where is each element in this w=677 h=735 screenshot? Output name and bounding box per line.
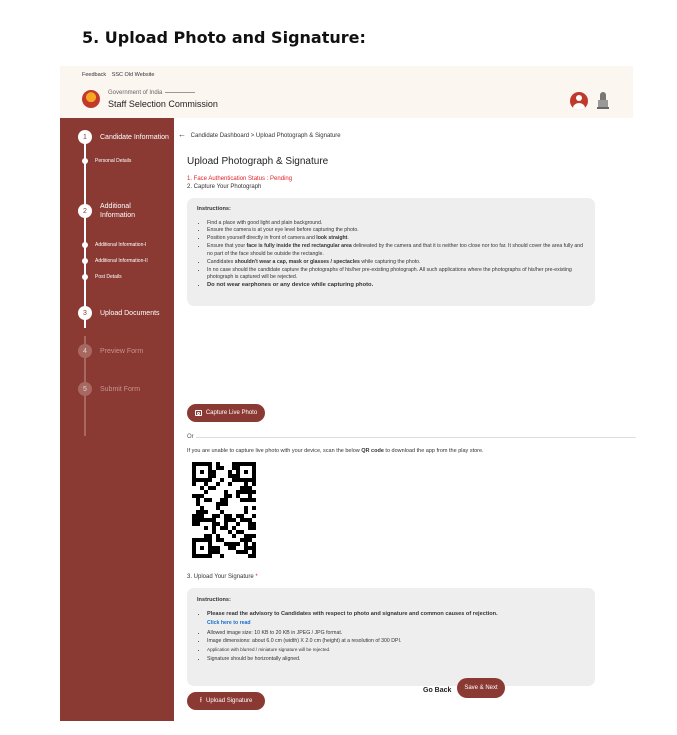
instruction-item: • Find a place with good light and plain background. (207, 220, 585, 228)
upload-icon: ⭱ (199, 696, 203, 704)
instruction-item: • Signature should be horizontally aligned. (207, 655, 585, 663)
go-back-button[interactable]: Go Back (423, 687, 452, 694)
sidebar-step-upload-documents[interactable] (78, 306, 160, 320)
instruction-item: • Application with blurred / miniature signature will be rejected. (207, 646, 585, 654)
instruction-item: • Allowed image size: 10 KB to 20 KB in JPEG / JPG format. (207, 629, 585, 637)
sidebar-sub-additional-information-1[interactable]: Additional Information-I (84, 242, 146, 248)
user-avatar-icon[interactable] (570, 92, 588, 110)
breadcrumb-separator: > (250, 133, 255, 139)
instruction-item: • Position yourself directly in front of camera and look straight. (207, 235, 585, 243)
capture-live-photo-button[interactable]: Capture Live Photo (187, 404, 265, 422)
step-number: 4 (78, 344, 92, 358)
page-title: Upload Photograph & Signature (187, 156, 329, 167)
step-number: 1 (78, 130, 92, 144)
or-separator: Or (187, 434, 194, 440)
save-next-button[interactable]: Save & Next (457, 678, 505, 698)
national-emblem-icon (597, 92, 609, 110)
step-label: Additional Information (100, 203, 136, 219)
instructions-heading: Instructions: (197, 597, 231, 603)
step-number: 3 (78, 306, 92, 320)
org-name: Staff Selection Commission (108, 99, 218, 109)
step-label: Upload Documents (100, 309, 160, 317)
instruction-item: • Candidates shouldn't wear a cap, mask or glasses / spectacles while capturing the photo. (207, 259, 585, 267)
step-number: 5 (78, 382, 92, 396)
breadcrumb-home[interactable]: Candidate Dashboard (190, 133, 250, 139)
instruction-item: • Do not wear earphones or any device while capturing photo. (207, 282, 585, 290)
instruction-item: • Image dimensions: about 6.0 cm (width) X 2.0 cm (height) at a resolution of 300 DPI. (207, 637, 585, 645)
signature-heading: 3. Upload Your Signature * (187, 574, 258, 580)
divider (196, 437, 636, 438)
progress-sidebar (60, 118, 174, 721)
breadcrumb (178, 130, 341, 139)
sidebar-step-candidate-information[interactable] (78, 130, 169, 144)
signature-instructions-panel (187, 588, 595, 686)
instruction-item: • Please read the advisory to Candidates with respect to photo and signature and common causes of rejection. (207, 610, 585, 618)
document-heading: 5. Upload Photo and Signature: (82, 28, 366, 47)
sidebar-step-preview-form[interactable] (78, 344, 143, 358)
breadcrumb-current: Upload Photograph & Signature (255, 133, 341, 139)
qr-code (192, 462, 256, 558)
app-window (60, 66, 633, 721)
sidebar-sub-personal-details[interactable]: Personal Details (84, 158, 131, 164)
capture-heading: 2. Capture Your Photograph (187, 184, 262, 190)
advisory-link[interactable]: Click here to read (207, 620, 251, 627)
ssc-logo-icon (82, 90, 100, 108)
instruction-item: • In no case should the candidate capture the photographs of his/her pre-existing photograph. All such applications where the photographs of his/her pre-existing photograph is captured will be rejected. (207, 267, 585, 282)
site-header (60, 84, 633, 118)
step-label: Candidate Information (100, 133, 169, 141)
camera-icon (195, 410, 202, 416)
feedback-link[interactable]: Feedback (82, 72, 107, 78)
sidebar-step-submit-form[interactable] (78, 382, 140, 396)
old-website-link[interactable]: SSC Old Website (111, 72, 155, 78)
instructions-heading: Instructions: (197, 206, 231, 212)
instruction-item: • Ensure the camera is at your eye level before capturing the photo. (207, 227, 585, 235)
sidebar-sub-additional-information-2[interactable]: Additional Information-II (84, 258, 148, 264)
qr-note: If you are unable to capture live photo with your device, scan the below QR code to download the app from the play store. (187, 448, 484, 454)
step-label: Submit Form (100, 385, 141, 393)
step-number: 2 (78, 204, 92, 218)
gov-label: Government of India (108, 90, 195, 96)
instruction-item: • Ensure that your face is fully inside the red rectangular area delineated by the camera and that it is neither too close nor too far. It should cover the area fully and no part of the face should be outside the rectangle. (207, 243, 585, 258)
main-content (174, 118, 633, 721)
photo-instructions-panel (187, 198, 595, 306)
upload-signature-button[interactable]: ⭱ Upload Signature (187, 692, 265, 710)
face-auth-status: 1. Face Authentication Status : Pending (187, 176, 293, 182)
step-label: Preview Form (100, 347, 144, 355)
progress-line (84, 140, 86, 210)
sidebar-step-additional-information[interactable] (78, 202, 140, 220)
back-arrow-icon[interactable]: ← (178, 130, 186, 139)
sidebar-sub-post-details[interactable]: Post Details (84, 274, 122, 280)
top-links-bar (60, 66, 633, 84)
